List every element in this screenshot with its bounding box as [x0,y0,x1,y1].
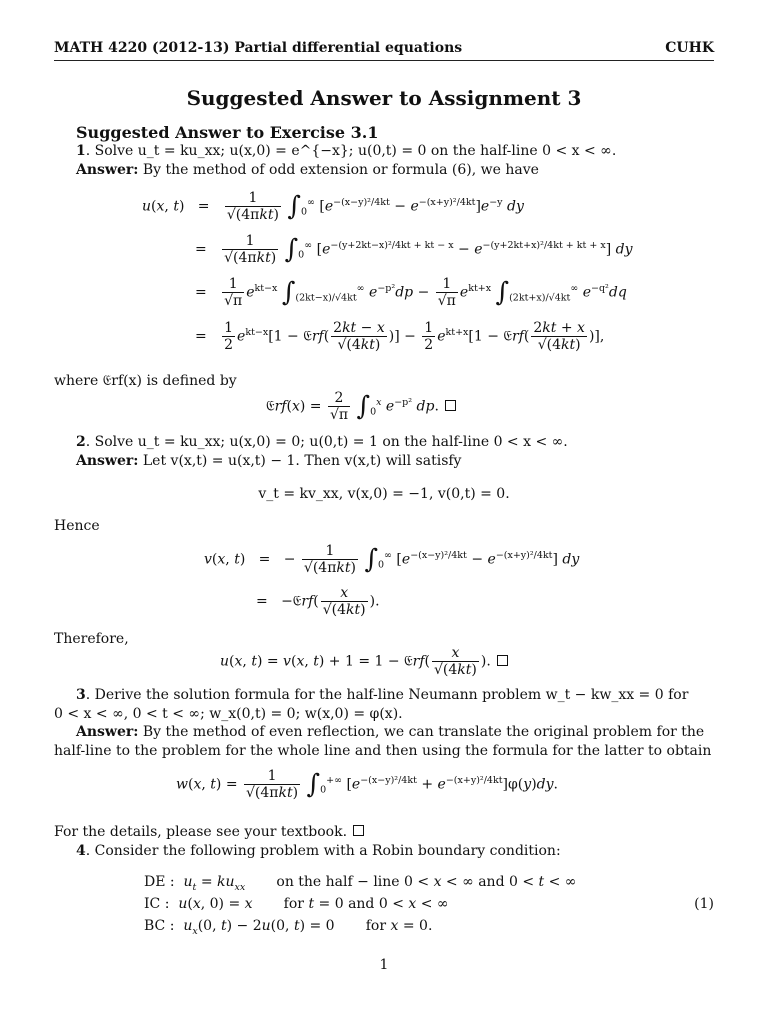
hence-text: Hence [54,518,100,534]
equation-2-result: u(x, t) = v(x, t) + 1 = 1 − 𝔈rf( $\frac{x}{√(4kt)}$ ). [220,645,508,678]
institution: CUHK [665,40,714,56]
problem-3-number: 3 [76,687,86,703]
robin-bc: BC : $u_x(0$, t) − 2u(0, t) = 0 for x = 0. [144,918,433,937]
problem-3-answer-cont: half-line to the problem for the whole line and then using the formula for the latter to obtain [54,743,712,759]
answer-text: Let v(x,t) = u(x,t) − 1. Then v(x,t) will satisfy [138,453,462,469]
equation-1-line-2: = $\frac{1}{\text{√(4πkt)}}$ $\int_0^\infty$ $[e^{-(y+2kt-x)^2/4kt + kt - x} - e^{-(y+2kt+x)^2/4kt + kt + x}]$ dy [195,233,633,266]
equation-1-line-4: = $\frac{1}{2}$ $e^{kt-x}[1$ − 𝔈rf( $\frac{2kt - x}{√(4kt)}$ )] − $\frac{1}{2}$ $e^{kt+x}[1$ − 𝔈rf( $\frac{2kt + x}{√(4kt)}$ )], [195,320,605,353]
problem-4-text: . Consider the following problem with a Robin boundary condition: [85,843,561,859]
equation-3: w(x, t) = $\frac{1}{\text{√(4πkt)}}$ $\int_0^{+\infty}$ $[e^{-(x-y)^2/4kt} + e^{-(x+y)^2/4kt}]\varphi(y)dy$. [176,768,558,801]
equation-1-line-3: = $\frac{1}{√\pi}$ $e^{kt-x}$ $\int_{(2kt-x)/√4kt}^\infty$ $e^{-p^2}dp$ − $\frac{1}{√\pi}$ $e^{kt+x}$ $\int_{(2kt+x)/√4kt}^\infty$ $e^{-q^2}dq$ [195,276,627,309]
equation-number: (1) [694,896,714,912]
erf-definition: 𝔈rf(x) = $\frac{2}{√\pi}$ $\int_0^x$ $e^{-p^2}$ dp. [266,390,456,423]
problem-1-text: . Solve u_t = ku_xx; u(x,0) = e^{−x}; u(0,t) = 0 on the half-line 0 < x < ∞. [85,143,617,159]
robin-de: DE : $u_t = ku_{xx}$ on the half − line 0 < x < ∞ and 0 < t < ∞ [144,874,577,893]
problem-2-text: . Solve u_t = ku_xx; u(x,0) = 0; u(0,t) = 1 on the half-line 0 < x < ∞. [85,434,568,450]
problem-3-statement-cont: 0 < x < ∞, 0 < t < ∞; w_x(0,t) = 0; w(x,0) = φ(x). [54,706,403,722]
problem-2-statement [76,433,568,451]
problem-1-answer [76,161,539,179]
problem-1-number: 1 [76,143,86,159]
answer-label: Answer: [76,453,139,469]
answer-label: Answer: [76,724,139,740]
qed-box [445,400,456,411]
problem-2-number: 2 [76,434,86,450]
problem-4-number: 4 [76,843,86,859]
answer-text: By the method of even reflection, we can translate the original problem for the [138,724,705,740]
problem-3-answer [76,723,704,741]
section-heading: Suggested Answer to Exercise 3.1 [76,123,379,142]
details-text: For the details, please see your textbook. [54,823,364,841]
document-title: Suggested Answer to Assignment 3 [186,86,582,110]
answer-label: Answer: [76,162,139,178]
equation-1-line-1: u(x, t) = $\frac{1}{\text{√(4πkt)}}$ $\int_0^\infty$ $[e^{-(x-y)^2/4kt} - e^{-(x+y)^2/4kt}]e^{-y}$ dy [142,190,524,223]
qed-box [497,655,508,666]
page-number: 1 [379,957,389,973]
running-header [54,40,714,60]
course-title: MATH 4220 (2012-13) Partial differential equations [54,40,463,56]
problem-3-statement [76,686,688,704]
answer-text: By the method of odd extension or formula (6), we have [138,162,539,178]
qed-box [353,825,364,836]
problem-4-statement [76,842,561,860]
therefore-text: Therefore, [54,631,129,647]
document-page [54,0,714,1024]
equation-v: v_t = kv_xx, v(x,0) = −1, v(0,t) = 0. [258,486,510,502]
problem-3-text: . Derive the solution formula for the half-line Neumann problem w_t − kw_xx = 0 for [85,687,689,703]
problem-1-statement [76,142,616,160]
erf-intro: where 𝔈rf(x) is defined by [54,373,237,389]
equation-2-line-1: v(x, t) = − $\frac{1}{\text{√(4πkt)}}$ $\int_0^\infty$ $[e^{-(x-y)^2/4kt} - e^{-(x+y)^2/4kt}]$ dy [204,543,580,576]
problem-2-answer [76,452,461,470]
equation-2-line-2: = −𝔈rf( $\frac{x}{√(4kt)}$ ). [256,585,380,618]
robin-ic: IC : u(x, 0) = x for t = 0 and 0 < x < ∞ [144,896,449,912]
header-rule [54,60,714,61]
